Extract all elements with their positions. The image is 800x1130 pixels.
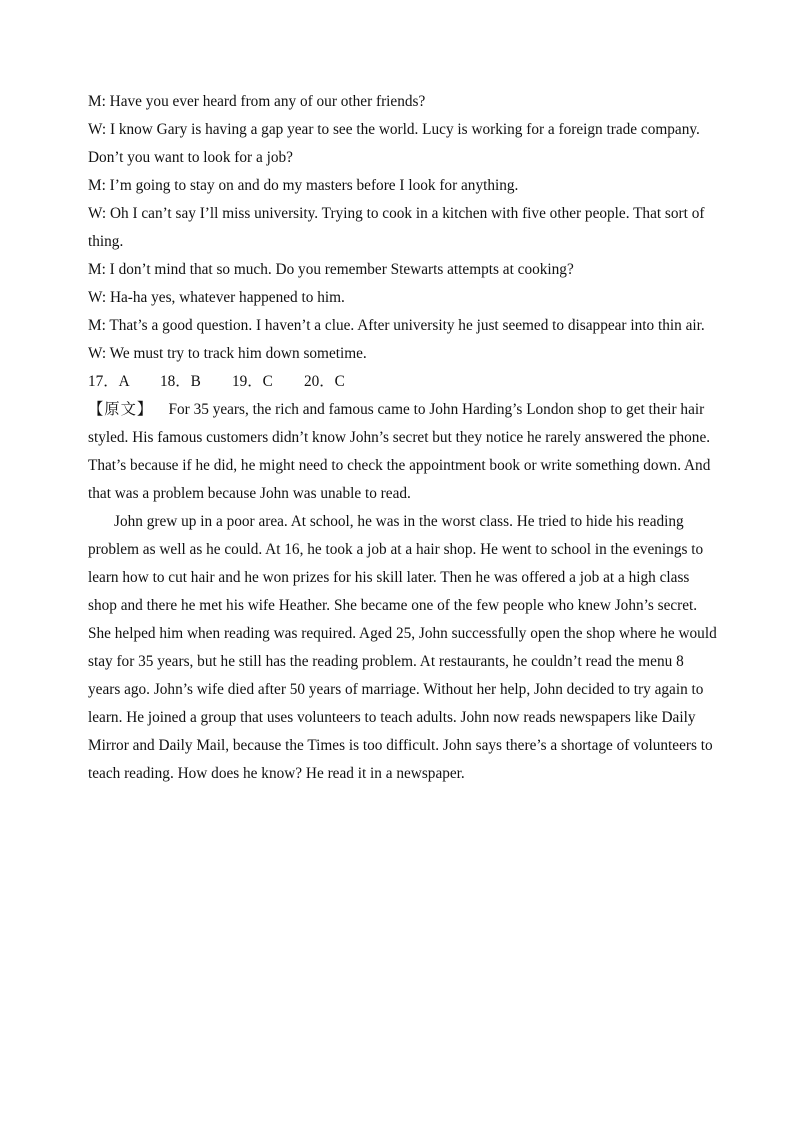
dialogue-line: M: That’s a good question. I haven’t a clue. After university he just seemed to disappear into thin air.	[88, 317, 705, 334]
answer-item: 17．A	[88, 373, 130, 390]
passage-text: For 35 years, the rich and famous came to John Harding’s London shop to get their hair styled. His famous customers didn’t know John’s secret but they notice he rarely answered the phone. That’s because if he did, he might need to check the appointment book or write something down. And that was a problem because John was unable to read.	[88, 401, 711, 502]
dialogue-line: M: Have you ever heard from any of our other friends?	[88, 93, 426, 110]
dialogue-line: M: I’m going to stay on and do my masters before I look for anything.	[88, 177, 519, 194]
answer-item: 18．B	[160, 373, 201, 390]
passage-paragraph	[88, 396, 718, 508]
dialogue-line: W: Oh I can’t say I’ll miss university. Trying to cook in a kitchen with five other people. That sort of thing.	[88, 205, 705, 250]
dialogue-line: M: I don’t mind that so much. Do you remember Stewarts attempts at cooking?	[88, 261, 574, 278]
dialogue-line: W: I know Gary is having a gap year to see the world. Lucy is working for a foreign trade company. Don’t you want to look for a job?	[88, 121, 700, 166]
answer-key	[88, 368, 718, 396]
document-page	[88, 88, 718, 788]
passage-paragraph: John grew up in a poor area. At school, he was in the worst class. He tried to hide his reading problem as well as he could. At 16, he took a job at a hair shop. He went to school in the evenings to learn how to cut hair and he won prizes for his skill later. Then he was offered a job at a high class shop and there he met his wife Heather. She became one of the few people who knew John’s secret. She helped him when reading was required. Aged 25, John successfully open the shop where he would stay for 35 years, but he still has the reading problem. At restaurants, he couldn’t read the menu 8 years ago. John’s wife died after 50 years of marriage. Without her help, John decided to try again to learn. He joined a group that uses volunteers to teach adults. John now reads newspapers like Daily Mirror and Daily Mail, because the Times is too difficult. John says there’s a shortage of volunteers to teach reading. How does he know? He read it in a newspaper.	[88, 513, 717, 782]
answer-item: 19．C	[232, 373, 273, 390]
dialogue-line: W: We must try to track him down sometime.	[88, 345, 367, 362]
dialogue-line: W: Ha-ha yes, whatever happened to him.	[88, 289, 345, 306]
answer-item: 20．C	[304, 373, 345, 390]
source-tag: 【原文】	[88, 401, 154, 418]
